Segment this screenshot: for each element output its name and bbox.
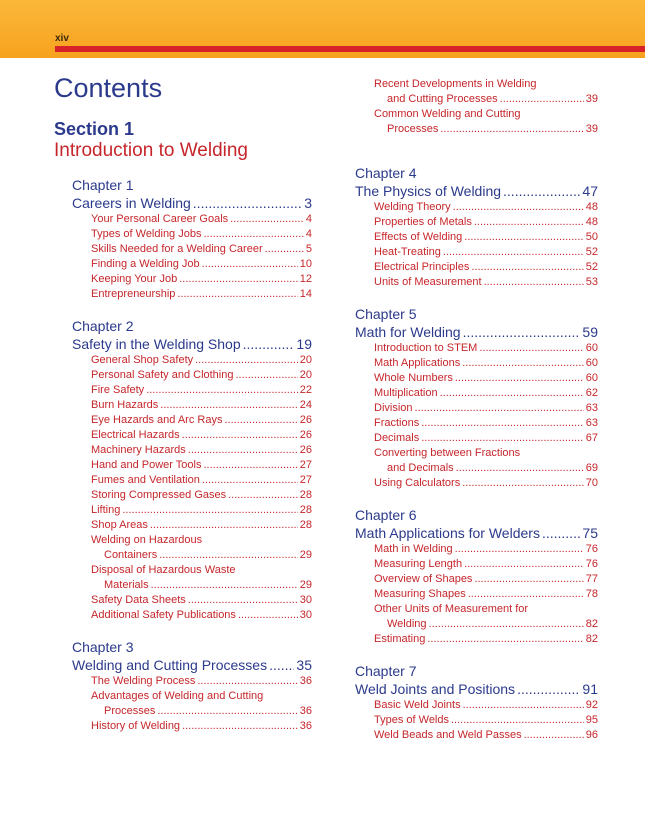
- toc-entry-title: Storing Compressed Gases: [91, 489, 227, 501]
- toc-entry[interactable]: [374, 92, 598, 107]
- leader-dots: [542, 524, 580, 542]
- leader-dots: [150, 518, 298, 533]
- toc-entry[interactable]: [374, 698, 598, 713]
- toc-entry[interactable]: [374, 215, 598, 230]
- toc-entry-title-line[interactable]: Recent Developments in Welding: [374, 78, 537, 90]
- leader-dots: [455, 371, 584, 386]
- toc-entry-page: 14: [299, 288, 312, 300]
- toc-entry-page: 4: [305, 228, 312, 240]
- leader-dots: [524, 728, 584, 743]
- chapter-entries: [72, 212, 312, 302]
- toc-entry-title: History of Welding: [91, 720, 181, 732]
- chapter-page: 75: [582, 525, 598, 541]
- chapter-title: Weld Joints and Positions: [355, 681, 516, 697]
- leader-dots: [456, 461, 584, 476]
- toc-entry-title: Units of Measurement: [374, 276, 482, 288]
- toc-entry-title: Fumes and Ventilation: [91, 474, 200, 486]
- toc-entry-page: 30: [299, 594, 312, 606]
- chapter-entries: [355, 341, 598, 491]
- leader-dots: [188, 593, 298, 608]
- leader-dots: [421, 416, 584, 431]
- toc-entry-page: 28: [299, 489, 312, 501]
- toc-entry[interactable]: [374, 461, 598, 476]
- toc-entry-page: 26: [299, 429, 312, 441]
- chapter-title: Careers in Welding: [72, 195, 191, 211]
- leader-dots: [479, 341, 583, 356]
- toc-entry-page: 36: [299, 705, 312, 717]
- toc-entry[interactable]: [91, 398, 312, 413]
- toc-entry-title: and Cutting Processes: [387, 93, 498, 105]
- toc-entry-title: Measuring Shapes: [374, 588, 466, 600]
- toc-entry-title: Types of Welds: [374, 714, 449, 726]
- leader-dots: [462, 476, 584, 491]
- continued-entries: [355, 77, 598, 137]
- toc-entry-title-line[interactable]: Common Welding and Cutting: [374, 108, 521, 120]
- toc-chapter: [355, 306, 598, 491]
- chapter-page: 91: [582, 681, 598, 697]
- toc-entry[interactable]: [91, 242, 312, 257]
- toc-entry-title: Eye Hazards and Arc Rays: [91, 414, 223, 426]
- toc-entry-title: Welding Theory: [374, 201, 451, 213]
- toc-entry[interactable]: [91, 608, 312, 623]
- toc-entry[interactable]: [374, 401, 598, 416]
- leader-dots: [517, 680, 580, 698]
- toc-entry-page: 76: [585, 543, 598, 555]
- leader-dots: [455, 542, 584, 557]
- toc-right-column: [355, 77, 598, 759]
- toc-entry[interactable]: [374, 260, 598, 275]
- toc-entry-title: Materials: [104, 579, 149, 591]
- toc-entry-title-line[interactable]: Advantages of Welding and Cutting: [91, 690, 264, 702]
- toc-entry-title: Machinery Hazards: [91, 444, 186, 456]
- toc-entry-page: 4: [305, 213, 312, 225]
- toc-entry[interactable]: [374, 587, 598, 602]
- toc-entry-title: Whole Numbers: [374, 372, 453, 384]
- chapter-title: Math Applications for Welders: [355, 525, 540, 541]
- toc-entry-title: Processes: [104, 705, 156, 717]
- chapter-page: 3: [304, 195, 312, 211]
- toc-entry[interactable]: [91, 488, 312, 503]
- toc-entry-page: 39: [585, 123, 598, 135]
- chapter-page: 19: [296, 336, 312, 352]
- leader-dots: [453, 200, 584, 215]
- chapter-heading[interactable]: [72, 656, 312, 674]
- toc-entry[interactable]: [374, 476, 598, 491]
- leader-dots: [415, 401, 584, 416]
- toc-entry-page: 24: [299, 399, 312, 411]
- toc-entry-title: Introduction to STEM: [374, 342, 478, 354]
- chapter-number: Chapter 7: [355, 663, 417, 679]
- toc-entry[interactable]: [374, 557, 598, 572]
- leader-dots: [224, 413, 297, 428]
- toc-entry-page: 5: [305, 243, 312, 255]
- toc-entry-page: 96: [585, 729, 598, 741]
- toc-entry[interactable]: [91, 578, 312, 593]
- toc-entry-page: 70: [585, 477, 598, 489]
- toc-entry[interactable]: [91, 548, 312, 563]
- toc-chapter: [72, 318, 312, 623]
- chapter-title: The Physics of Welding: [355, 183, 502, 199]
- leader-dots: [202, 257, 298, 272]
- leader-dots: [500, 92, 584, 107]
- toc-entry-title: Overview of Shapes: [374, 573, 473, 585]
- leader-dots: [503, 182, 580, 200]
- leader-dots: [440, 122, 583, 137]
- toc-entry-title: Keeping Your Job: [91, 273, 178, 285]
- toc-entry[interactable]: [91, 272, 312, 287]
- header-rule: [55, 46, 645, 52]
- toc-entry[interactable]: [91, 212, 312, 227]
- toc-entry-title: Basic Weld Joints: [374, 699, 461, 711]
- leader-dots: [462, 356, 584, 371]
- toc-entry[interactable]: [374, 713, 598, 728]
- leader-dots: [160, 398, 297, 413]
- toc-left-column: [72, 177, 312, 750]
- leader-dots: [440, 386, 584, 401]
- toc-entry-title: Lifting: [91, 504, 121, 516]
- toc-entry-page: 53: [585, 276, 598, 288]
- section-label: Section 1: [54, 119, 135, 139]
- toc-entry-title: Entrepreneurship: [91, 288, 176, 300]
- toc-entry-title: Multiplication: [374, 387, 438, 399]
- toc-entry[interactable]: [374, 431, 598, 446]
- toc-chapter: [72, 639, 312, 734]
- chapter-entries: [355, 698, 598, 743]
- toc-entry-page: 28: [299, 504, 312, 516]
- toc-chapter: [355, 165, 598, 290]
- toc-entry-page: 48: [585, 216, 598, 228]
- leader-dots: [463, 323, 581, 341]
- chapter-heading[interactable]: [72, 335, 312, 353]
- toc-entry[interactable]: [91, 518, 312, 533]
- toc-entry-page: 27: [299, 459, 312, 471]
- toc-entry[interactable]: [91, 674, 312, 689]
- chapter-entries: [72, 674, 312, 734]
- leader-dots: [464, 230, 583, 245]
- toc-entry[interactable]: [91, 287, 312, 302]
- toc-entry-title: Measuring Length: [374, 558, 463, 570]
- toc-entry-page: 67: [585, 432, 598, 444]
- toc-entry[interactable]: [91, 458, 312, 473]
- leader-dots: [157, 704, 297, 719]
- chapter-page: 59: [582, 324, 598, 340]
- toc-entry-title: Personal Safety and Clothing: [91, 369, 234, 381]
- toc-entry-title: Electrical Hazards: [91, 429, 180, 441]
- toc-entry-title: Welding: [387, 618, 427, 630]
- leader-dots: [203, 458, 297, 473]
- leader-dots: [159, 548, 298, 563]
- toc-entry[interactable]: [374, 341, 598, 356]
- toc-entry-title-line[interactable]: Other Units of Measurement for: [374, 603, 529, 615]
- toc-entry-page: 52: [585, 261, 598, 273]
- toc-entry-page: 12: [299, 273, 312, 285]
- toc-entry-title-line[interactable]: Converting between Fractions: [374, 447, 521, 459]
- chapter-number: Chapter 3: [72, 639, 134, 655]
- leader-dots: [195, 353, 298, 368]
- leader-dots: [188, 443, 298, 458]
- toc-entry-page: 82: [585, 633, 598, 645]
- toc-entry-title: Using Calculators: [374, 477, 461, 489]
- leader-dots: [451, 713, 584, 728]
- leader-dots: [193, 194, 302, 212]
- leader-dots: [443, 245, 584, 260]
- chapter-heading[interactable]: [355, 524, 598, 542]
- leader-dots: [463, 698, 584, 713]
- toc-entry-page: 27: [299, 474, 312, 486]
- toc-entry-page: 20: [299, 369, 312, 381]
- toc-entry-page: 30: [299, 609, 312, 621]
- toc-entry[interactable]: [91, 383, 312, 398]
- leader-dots: [265, 242, 304, 257]
- chapter-heading[interactable]: [355, 182, 598, 200]
- toc-entry-page: 20: [299, 354, 312, 366]
- toc-entry-page: 52: [585, 246, 598, 258]
- toc-entry-title: Containers: [104, 549, 158, 561]
- leader-dots: [484, 275, 584, 290]
- leader-dots: [202, 473, 298, 488]
- toc-entry[interactable]: [91, 719, 312, 734]
- toc-entry-title: Your Personal Career Goals: [91, 213, 229, 225]
- toc-entry[interactable]: [374, 416, 598, 431]
- leader-dots: [238, 608, 298, 623]
- chapter-entries: [72, 353, 312, 623]
- toc-entry-title: Effects of Welding: [374, 231, 463, 243]
- toc-entry-title: Burn Hazards: [91, 399, 159, 411]
- toc-entry-page: 29: [299, 549, 312, 561]
- toc-entry-title: Electrical Principles: [374, 261, 470, 273]
- leader-dots: [230, 212, 304, 227]
- toc-entry[interactable]: [91, 428, 312, 443]
- leader-dots: [427, 632, 583, 647]
- toc-chapter: [355, 507, 598, 647]
- toc-entry[interactable]: [91, 593, 312, 608]
- toc-entry[interactable]: [91, 473, 312, 488]
- page-number: xiv: [55, 33, 69, 44]
- toc-entry-page: 39: [585, 93, 598, 105]
- toc-chapter: [72, 177, 312, 302]
- toc-entry-page: 48: [585, 201, 598, 213]
- chapter-page: 47: [582, 183, 598, 199]
- toc-entry-page: 22: [299, 384, 312, 396]
- chapter-title: Safety in the Welding Shop: [72, 336, 241, 352]
- toc-entry-page: 82: [585, 618, 598, 630]
- chapter-entries: [355, 200, 598, 290]
- toc-entry-page: 78: [585, 588, 598, 600]
- toc-entry[interactable]: [374, 275, 598, 290]
- leader-dots: [182, 719, 298, 734]
- leader-dots: [421, 431, 584, 446]
- toc-entry[interactable]: [374, 230, 598, 245]
- toc-entry[interactable]: [374, 356, 598, 371]
- leader-dots: [474, 572, 583, 587]
- toc-entry[interactable]: [374, 245, 598, 260]
- toc-entry-title: Division: [374, 402, 413, 414]
- leader-dots: [122, 503, 297, 518]
- toc-entry[interactable]: [374, 572, 598, 587]
- toc-entry[interactable]: [91, 704, 312, 719]
- toc-entry-title: The Welding Process: [91, 675, 196, 687]
- toc-entry[interactable]: [374, 542, 598, 557]
- toc-entry[interactable]: [374, 200, 598, 215]
- toc-entry-title: Properties of Metals: [374, 216, 472, 228]
- toc-entry-title: Finding a Welding Job: [91, 258, 200, 270]
- toc-entry-page: 76: [585, 558, 598, 570]
- toc-entry[interactable]: [374, 122, 598, 137]
- leader-dots: [243, 335, 295, 353]
- leader-dots: [228, 488, 298, 503]
- chapter-page: 35: [296, 657, 312, 673]
- chapter-entries: [355, 542, 598, 647]
- toc-entry[interactable]: [91, 413, 312, 428]
- toc-entry[interactable]: [91, 227, 312, 242]
- toc-entry-title: Math in Welding: [374, 543, 453, 555]
- chapter-number: Chapter 6: [355, 507, 417, 523]
- toc-entry-page: 63: [585, 417, 598, 429]
- toc-entry-page: 77: [585, 573, 598, 585]
- leader-dots: [471, 260, 583, 275]
- toc-entry-title: and Decimals: [387, 462, 454, 474]
- leader-dots: [269, 656, 294, 674]
- toc-entry[interactable]: [91, 368, 312, 383]
- leader-dots: [429, 617, 584, 632]
- chapter-number: Chapter 2: [72, 318, 134, 334]
- leader-dots: [151, 578, 298, 593]
- toc-entry-title: Fractions: [374, 417, 420, 429]
- toc-entry-page: 69: [585, 462, 598, 474]
- toc-entry-title: Decimals: [374, 432, 420, 444]
- toc-entry-page: 63: [585, 402, 598, 414]
- toc-entry[interactable]: [91, 443, 312, 458]
- toc-entry-title-line[interactable]: Welding on Hazardous: [91, 534, 203, 546]
- toc-entry-title: Processes: [387, 123, 439, 135]
- toc-entry-title: Math Applications: [374, 357, 461, 369]
- toc-entry-title: Estimating: [374, 633, 426, 645]
- leader-dots: [235, 368, 297, 383]
- leader-dots: [474, 215, 584, 230]
- toc-entry[interactable]: [91, 503, 312, 518]
- toc-entry-page: 60: [585, 372, 598, 384]
- leader-dots: [203, 227, 303, 242]
- toc-entry[interactable]: [374, 728, 598, 743]
- toc-entry-page: 92: [585, 699, 598, 711]
- toc-entry-page: 26: [299, 414, 312, 426]
- toc-entry-page: 10: [299, 258, 312, 270]
- leader-dots: [177, 287, 297, 302]
- toc-entry-title: Fire Safety: [91, 384, 145, 396]
- toc-entry[interactable]: [374, 617, 598, 632]
- chapter-number: Chapter 5: [355, 306, 417, 322]
- chapter-title: Welding and Cutting Processes: [72, 657, 268, 673]
- leader-dots: [179, 272, 298, 287]
- toc-entry-page: 50: [585, 231, 598, 243]
- chapter-number: Chapter 1: [72, 177, 134, 193]
- toc-chapter: [355, 663, 598, 743]
- toc-entry[interactable]: [374, 386, 598, 401]
- toc-entry-page: 95: [585, 714, 598, 726]
- toc-entry[interactable]: [374, 371, 598, 386]
- chapter-heading[interactable]: [355, 680, 598, 698]
- chapter-number: Chapter 4: [355, 165, 417, 181]
- section-title: Introduction to Welding: [54, 140, 248, 161]
- toc-entry-page: 36: [299, 675, 312, 687]
- chapter-heading[interactable]: [72, 194, 312, 212]
- toc-entry-page: 36: [299, 720, 312, 732]
- toc-entry-title: Types of Welding Jobs: [91, 228, 202, 240]
- toc-entry-title: Hand and Power Tools: [91, 459, 202, 471]
- toc-entry-page: 62: [585, 387, 598, 399]
- toc-entry-page: 29: [299, 579, 312, 591]
- toc-entry[interactable]: [374, 632, 598, 647]
- toc-entry-title: Skills Needed for a Welding Career: [91, 243, 263, 255]
- leader-dots: [146, 383, 298, 398]
- page-title: Contents: [54, 73, 163, 103]
- toc-entry-title: Safety Data Sheets: [91, 594, 186, 606]
- toc-entry-title: Additional Safety Publications: [91, 609, 236, 621]
- toc-entry-title: Weld Beads and Weld Passes: [374, 729, 522, 741]
- leader-dots: [464, 557, 584, 572]
- toc-entry[interactable]: [91, 353, 312, 368]
- toc-entry-page: 28: [299, 519, 312, 531]
- toc-entry[interactable]: [91, 257, 312, 272]
- toc-entry-title: Heat-Treating: [374, 246, 441, 258]
- chapter-title: Math for Welding: [355, 324, 461, 340]
- toc-entry-page: 60: [585, 342, 598, 354]
- toc-entry-title: General Shop Safety: [91, 354, 194, 366]
- toc-entry-page: 60: [585, 357, 598, 369]
- chapter-heading[interactable]: [355, 323, 598, 341]
- toc-entry-title-line[interactable]: Disposal of Hazardous Waste: [91, 564, 236, 576]
- leader-dots: [468, 587, 584, 602]
- leader-dots: [197, 674, 297, 689]
- toc-entry-page: 26: [299, 444, 312, 456]
- toc-entry-title: Shop Areas: [91, 519, 148, 531]
- leader-dots: [182, 428, 298, 443]
